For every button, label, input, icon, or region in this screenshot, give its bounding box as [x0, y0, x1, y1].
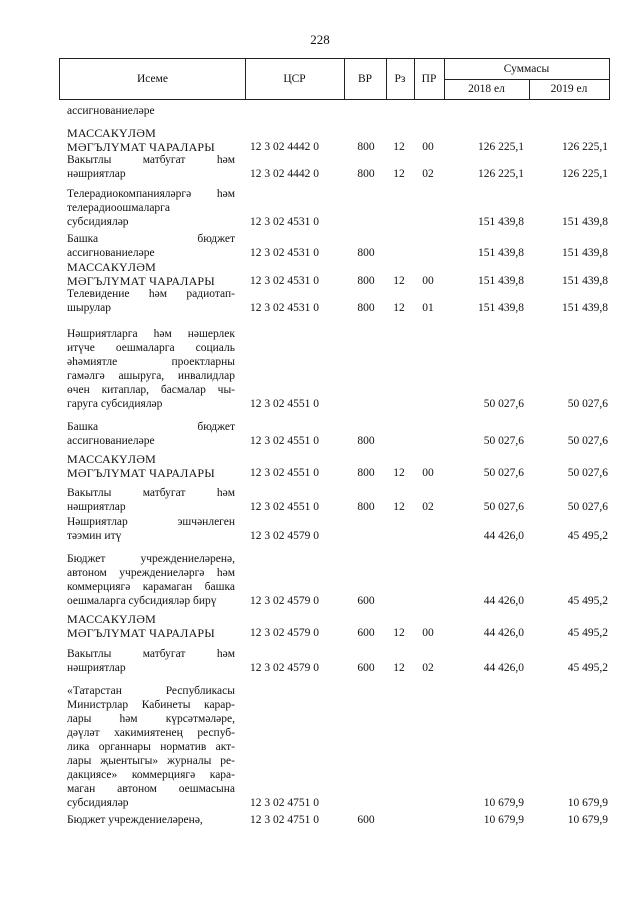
- cell-csr: 12 3 02 4579 0: [250, 595, 319, 607]
- row-name-line: Нәшриятларга һәм нәшерлек: [67, 328, 235, 340]
- row-name-line: нәшриятлар: [67, 168, 126, 180]
- cell-csr: 12 3 02 4531 0: [250, 247, 319, 259]
- cell-2019: 45 495,2: [567, 595, 608, 607]
- cell-csr: 12 3 02 4551 0: [250, 501, 319, 513]
- row-name-line: коммерциягә карамаган башка: [67, 581, 235, 593]
- cell-2019: 45 495,2: [567, 662, 608, 674]
- row-name: [67, 187, 235, 229]
- cell-pr: 02: [422, 501, 434, 513]
- cell-2018: 151 439,8: [478, 302, 524, 314]
- row-name-line: Телевидение һәм радиотап-: [67, 288, 235, 300]
- cell-2018: 126 225,1: [478, 141, 524, 153]
- cell-2019: 50 027,6: [567, 501, 608, 513]
- cell-2019: 45 495,2: [567, 627, 608, 639]
- cell-2018: 10 679,9: [483, 797, 524, 809]
- row-name-line: автоном учреждениеләргә һәм: [67, 567, 235, 579]
- row-name-line: Башка бюджет: [67, 233, 235, 245]
- cell-2018: 44 426,0: [483, 662, 524, 674]
- cell-csr: 12 3 02 4579 0: [250, 627, 319, 639]
- cell-vr: 800: [357, 302, 375, 314]
- row-name-line: «Татарстан Республикасы: [67, 685, 235, 697]
- row-name-line: итүче оешмаларга социаль: [67, 342, 235, 354]
- cell-2018: 50 027,6: [483, 467, 524, 479]
- cell-rz: 12: [393, 141, 405, 153]
- row-name: [67, 232, 235, 260]
- cell-vr: 600: [357, 595, 375, 607]
- row-name-line: ассигнованиеләре: [67, 435, 155, 447]
- cell-2018: 151 439,8: [478, 275, 524, 287]
- row-name: [67, 647, 235, 675]
- row-name: [67, 260, 235, 288]
- row-name-line: субсидияләр: [67, 797, 129, 809]
- row-name: [67, 452, 235, 480]
- row-name-line: әһәмиятле проектларны: [67, 356, 235, 368]
- cell-2019: 10 679,9: [567, 814, 608, 826]
- row-name-line: МӘГЪЛҮМАТ ЧАРАЛАРЫ: [67, 466, 215, 480]
- table-header: [59, 58, 610, 100]
- row-name: [67, 104, 235, 118]
- cell-vr: 800: [357, 275, 375, 287]
- cell-2019: 45 495,2: [567, 530, 608, 542]
- cell-2018: 151 439,8: [478, 216, 524, 228]
- cell-pr: 00: [422, 467, 434, 479]
- row-name-line: телерадиоошмаларга: [67, 202, 171, 214]
- row-name-line: МӘГЪЛҮМАТ ЧАРАЛАРЫ: [67, 274, 215, 288]
- cell-csr: 12 3 02 4751 0: [250, 814, 319, 826]
- cell-vr: 600: [357, 814, 375, 826]
- cell-csr: 12 3 02 4751 0: [250, 797, 319, 809]
- row-name: [67, 612, 235, 640]
- cell-rz: 12: [393, 467, 405, 479]
- row-name-line: МӘГЪЛҮМАТ ЧАРАЛАРЫ: [67, 626, 215, 640]
- row-name-line: өчен китаплар, басмалар чы-: [67, 384, 235, 396]
- cell-vr: 800: [357, 501, 375, 513]
- row-name: [67, 126, 235, 154]
- header-csr: ЦСР: [283, 73, 306, 85]
- row-name-line: гаруга субсидияләр: [67, 398, 163, 410]
- row-name-line: МАССАКҮЛӘМ: [67, 126, 156, 140]
- cell-rz: 12: [393, 627, 405, 639]
- cell-2018: 151 439,8: [478, 247, 524, 259]
- row-name-line: ассигнованиеләре: [67, 105, 155, 117]
- cell-2018: 44 426,0: [483, 595, 524, 607]
- cell-csr: 12 3 02 4579 0: [250, 530, 319, 542]
- row-name: [67, 486, 235, 514]
- row-name: [67, 327, 235, 411]
- cell-rz: 12: [393, 168, 405, 180]
- row-name-line: Башка бюджет: [67, 421, 235, 433]
- header-sums: Суммасы: [503, 63, 550, 75]
- row-name-line: Бюджет учреждениеләренә,: [67, 814, 203, 826]
- row-name: [67, 287, 235, 315]
- row-name-line: МӘГЪЛҮМАТ ЧАРАЛАРЫ: [67, 140, 215, 154]
- row-name-line: оешмаларга субсидияләр бирү: [67, 595, 217, 607]
- cell-2018: 10 679,9: [483, 814, 524, 826]
- cell-rz: 12: [393, 302, 405, 314]
- cell-pr: 00: [422, 141, 434, 153]
- cell-csr: 12 3 02 4579 0: [250, 662, 319, 674]
- row-name-line: дәүләт хакимиятенең респуб-: [67, 727, 235, 739]
- cell-rz: 12: [393, 501, 405, 513]
- cell-vr: 800: [357, 247, 375, 259]
- row-name-line: МАССАКҮЛӘМ: [67, 260, 156, 274]
- row-name-line: шырулар: [67, 302, 112, 314]
- cell-2019: 50 027,6: [567, 435, 608, 447]
- cell-2018: 44 426,0: [483, 530, 524, 542]
- cell-vr: 800: [357, 168, 375, 180]
- row-name-line: маган автоном оешмасына: [67, 783, 235, 795]
- cell-csr: 12 3 02 4551 0: [250, 467, 319, 479]
- page-number: 228: [310, 32, 330, 47]
- row-name-line: МАССАКҮЛӘМ: [67, 612, 156, 626]
- row-name-line: лары һәм күрсәтмәләре,: [67, 713, 235, 725]
- row-name-line: Бюджет учреждениеләренә,: [67, 553, 235, 565]
- row-name-line: МАССАКҮЛӘМ: [67, 452, 156, 466]
- row-name-line: субсидияләр: [67, 216, 129, 228]
- cell-vr: 800: [357, 141, 375, 153]
- cell-vr: 600: [357, 662, 375, 674]
- header-vr: ВР: [357, 73, 373, 85]
- cell-vr: 600: [357, 627, 375, 639]
- cell-rz: 12: [393, 275, 405, 287]
- cell-2019: 50 027,6: [567, 467, 608, 479]
- cell-rz: 12: [393, 662, 405, 674]
- row-name-line: дакциясе» коммерциягә кара-: [67, 769, 235, 781]
- row-name-line: Вакытлы матбугат һәм: [67, 154, 235, 166]
- cell-2018: 44 426,0: [483, 627, 524, 639]
- row-name-line: лары җыентыгы» журналы ре-: [67, 755, 235, 767]
- cell-pr: 02: [422, 168, 434, 180]
- row-name: [67, 420, 235, 448]
- cell-2019: 151 439,8: [562, 216, 608, 228]
- cell-pr: 01: [422, 302, 434, 314]
- cell-pr: 02: [422, 662, 434, 674]
- cell-csr: 12 3 02 4442 0: [250, 141, 319, 153]
- row-name-line: Нәшриятлар эшчәнлеген: [67, 516, 235, 528]
- cell-csr: 12 3 02 4442 0: [250, 168, 319, 180]
- cell-csr: 12 3 02 4551 0: [250, 398, 319, 410]
- row-name: [67, 552, 235, 608]
- row-name: [67, 813, 235, 827]
- header-2019: 2019 ел: [550, 83, 588, 95]
- cell-vr: 800: [357, 435, 375, 447]
- cell-csr: 12 3 02 4551 0: [250, 435, 319, 447]
- cell-csr: 12 3 02 4531 0: [250, 216, 319, 228]
- header-rz: Рз: [394, 73, 406, 85]
- row-name-line: нәшриятлар: [67, 501, 126, 513]
- cell-2019: 151 439,8: [562, 275, 608, 287]
- row-name-line: ассигнованиеләре: [67, 247, 155, 259]
- cell-csr: 12 3 02 4531 0: [250, 302, 319, 314]
- cell-2018: 126 225,1: [478, 168, 524, 180]
- row-name-line: тәэмин итү: [67, 530, 122, 542]
- header-2018: 2018 ел: [468, 83, 505, 95]
- row-name-line: Телерадиокомпанияләргә һәм: [67, 188, 235, 200]
- row-name-line: Министрлар Кабинеты карар-: [67, 699, 235, 711]
- cell-2019: 126 225,1: [562, 141, 608, 153]
- row-name-line: Вакытлы матбугат һәм: [67, 648, 235, 660]
- cell-vr: 800: [357, 467, 375, 479]
- cell-pr: 00: [422, 275, 434, 287]
- header-pr: ПР: [421, 73, 437, 85]
- cell-2019: 50 027,6: [567, 398, 608, 410]
- row-name-line: Вакытлы матбугат һәм: [67, 487, 235, 499]
- cell-pr: 00: [422, 627, 434, 639]
- row-name: [67, 515, 235, 543]
- cell-2019: 126 225,1: [562, 168, 608, 180]
- row-name-line: гамәлгә ашыруга, инвалидлар: [67, 370, 235, 382]
- cell-2019: 151 439,8: [562, 302, 608, 314]
- cell-2019: 10 679,9: [567, 797, 608, 809]
- cell-2018: 50 027,6: [483, 501, 524, 513]
- row-name: [67, 684, 235, 810]
- row-name: [67, 153, 235, 181]
- cell-2018: 50 027,6: [483, 435, 524, 447]
- row-name-line: нәшриятлар: [67, 662, 126, 674]
- cell-csr: 12 3 02 4531 0: [250, 275, 319, 287]
- row-name-line: лика органнары норматив акт-: [67, 741, 235, 753]
- cell-2019: 151 439,8: [562, 247, 608, 259]
- cell-2018: 50 027,6: [483, 398, 524, 410]
- header-name: Исеме: [136, 73, 169, 85]
